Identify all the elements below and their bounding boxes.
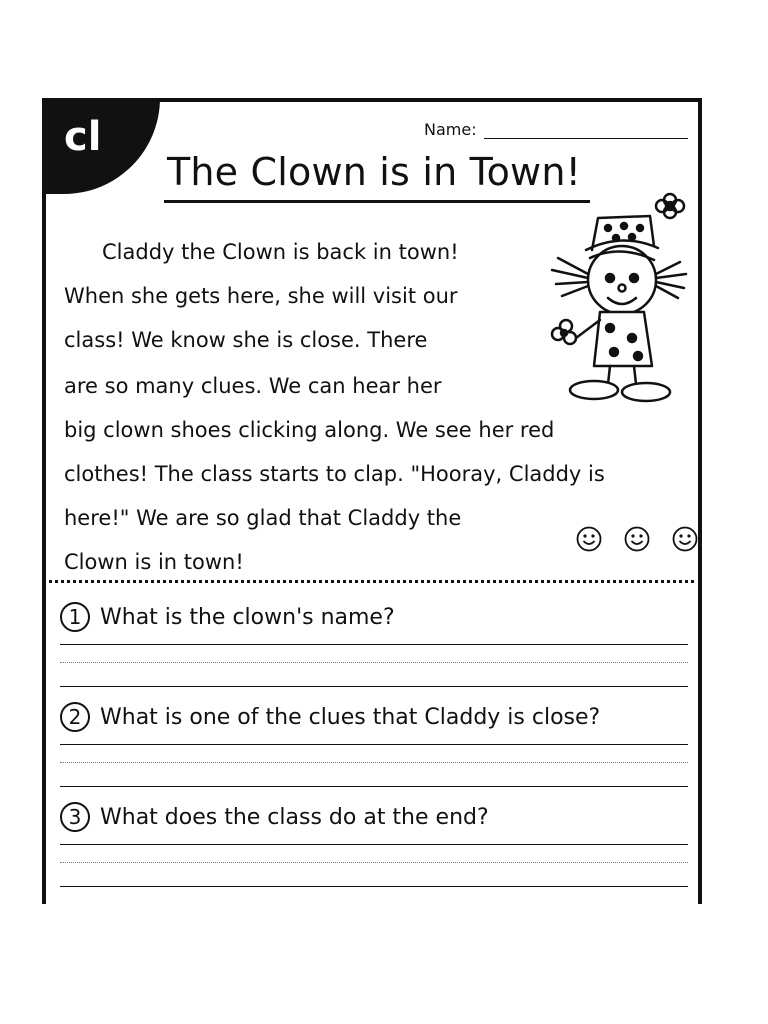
worksheet: [42, 98, 702, 904]
phonics-corner-badge: [42, 98, 160, 194]
answer-line[interactable]: [60, 744, 688, 745]
answer-line[interactable]: [60, 786, 688, 787]
story-line: big clown shoes clicking along. We see her red: [64, 418, 555, 442]
question-3: [60, 802, 489, 832]
question-2: [60, 702, 600, 732]
answer-line[interactable]: [60, 686, 688, 687]
corner-label: cl: [64, 114, 102, 160]
clown-girl-illustration: [540, 188, 690, 408]
question-text: What does the class do at the end?: [100, 804, 489, 830]
story-line: Clown is in town!: [64, 550, 244, 574]
question-number: 1: [60, 602, 90, 632]
page-title: The Clown is in Town!: [166, 150, 582, 194]
answer-guide-line: [60, 662, 688, 663]
name-line[interactable]: [484, 138, 688, 139]
answer-guide-line: [60, 762, 688, 763]
story-line: are so many clues. We can hear her: [64, 374, 442, 398]
answer-line[interactable]: [60, 644, 688, 645]
answer-line[interactable]: [60, 886, 688, 887]
question-1: [60, 602, 395, 632]
name-label: Name:: [424, 120, 477, 139]
name-field[interactable]: [424, 118, 690, 140]
question-number: 2: [60, 702, 90, 732]
question-number: 3: [60, 802, 90, 832]
story-line: Claddy the Clown is back in town!: [102, 240, 459, 264]
smiley-icon[interactable]: [672, 526, 698, 552]
answer-line[interactable]: [60, 844, 688, 845]
rating-smileys: [576, 526, 698, 552]
title-underline: [164, 200, 590, 203]
section-divider: [42, 580, 702, 583]
story-line: When she gets here, she will visit our: [64, 284, 458, 308]
question-text: What is one of the clues that Claddy is close?: [100, 704, 601, 730]
question-text: What is the clown's name?: [100, 604, 395, 630]
smiley-icon[interactable]: [624, 526, 650, 552]
story-line: class! We know she is close. There: [64, 328, 428, 352]
story-line: clothes! The class starts to clap. "Hooray, Claddy is: [64, 462, 605, 486]
story-line: here!" We are so glad that Claddy the: [64, 506, 462, 530]
answer-guide-line: [60, 862, 688, 863]
smiley-icon[interactable]: [576, 526, 602, 552]
